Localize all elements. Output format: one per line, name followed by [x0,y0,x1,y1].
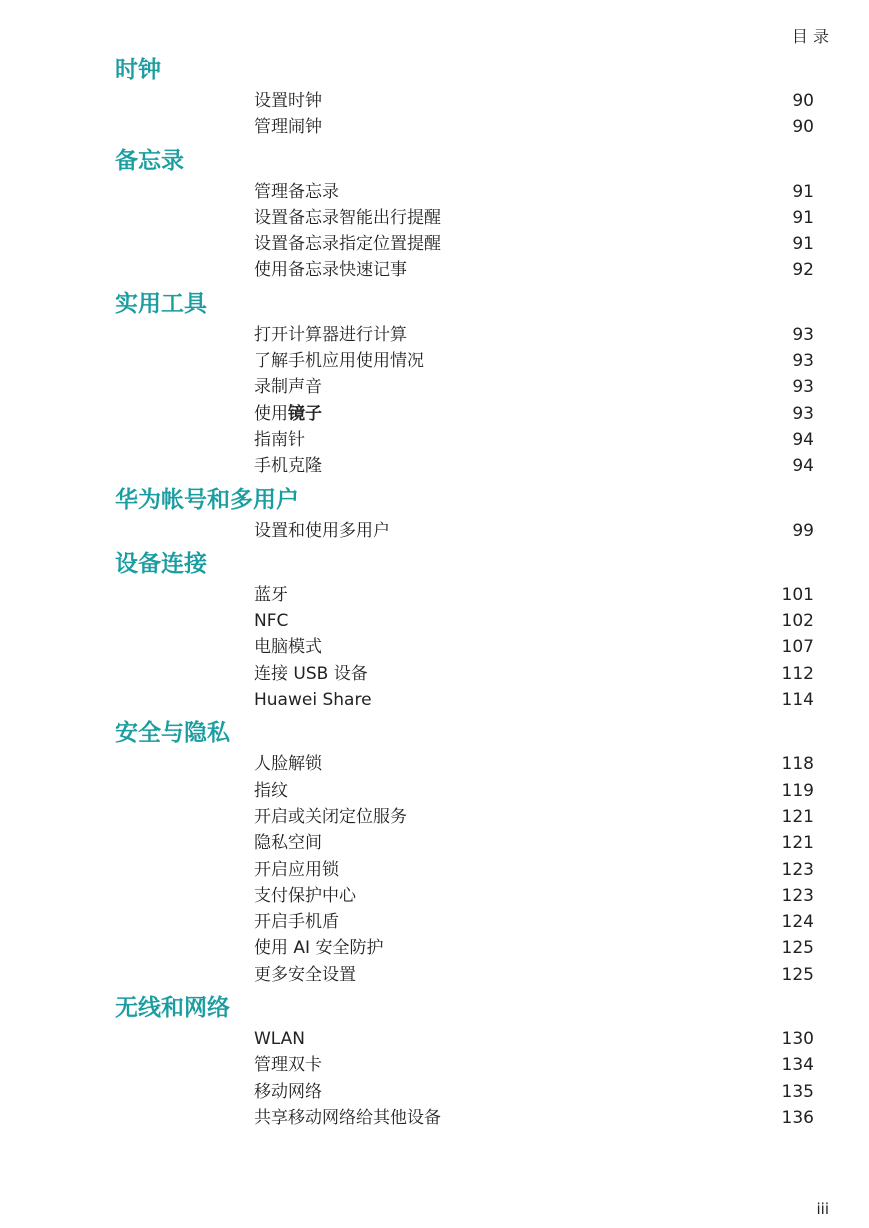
entry-page-number[interactable]: 93 [792,377,814,398]
toc-entry[interactable] [0,348,869,374]
toc-entry[interactable] [0,453,869,479]
footer-page-number: iii [816,1200,829,1218]
entry-page-number[interactable]: 90 [792,91,814,111]
toc-section [0,143,869,284]
entry-title[interactable]: 开启应用锁 [254,859,339,880]
page-header-title: 目 录 [791,27,829,46]
entry-page-number[interactable]: 118 [781,754,814,775]
toc-entry[interactable] [0,687,869,713]
table-of-contents [0,52,869,1133]
entry-page-number[interactable]: 121 [781,833,814,854]
section-title[interactable]: 时钟 [115,57,161,83]
entry-title-bold: 镜子 [288,403,322,424]
entry-title[interactable]: 共享移动网络给其他设备 [254,1107,441,1128]
entry-title[interactable]: 开启或关闭定位服务 [254,806,407,827]
entry-title[interactable]: 管理双卡 [254,1055,322,1076]
entry-title[interactable]: 更多安全设置 [254,964,356,985]
entry-title[interactable]: 打开计算器进行计算 [254,324,407,345]
entry-title[interactable]: 指纹 [254,780,288,801]
toc-section [0,990,869,1131]
entry-page-number[interactable]: 94 [792,429,814,450]
section-title[interactable]: 实用工具 [115,290,207,317]
toc-entry[interactable] [0,778,869,804]
entry-page-number[interactable]: 114 [781,690,814,711]
section-title[interactable]: 无线和网络 [115,995,230,1022]
section-title[interactable]: 安全与隐私 [115,720,230,747]
entry-page-number[interactable]: 101 [781,584,814,605]
toc-entry[interactable] [0,322,869,348]
toc-entry[interactable] [0,1079,869,1105]
entry-page-number[interactable]: 90 [792,117,814,138]
entry-title[interactable]: NFC [254,611,289,632]
toc-entry[interactable] [0,830,869,856]
toc-entry[interactable] [0,88,869,114]
entry-page-number[interactable]: 134 [781,1055,814,1076]
entry-title[interactable]: 隐私空间 [254,833,322,854]
entry-page-number[interactable]: 107 [781,637,814,658]
toc-entry[interactable] [0,751,869,777]
entry-title[interactable]: 指南针 [254,429,305,450]
entry-page-number[interactable]: 99 [792,520,814,541]
entry-page-number[interactable]: 124 [781,912,814,933]
entry-title[interactable] [254,401,322,427]
toc-entry[interactable] [0,374,869,400]
entry-page-number[interactable]: 136 [781,1107,814,1128]
toc-entry[interactable] [0,962,869,988]
entry-title[interactable]: 管理闹钟 [254,117,322,138]
entry-page-number[interactable]: 125 [781,964,814,985]
entry-title[interactable]: 管理备忘录 [254,181,339,202]
toc-entry[interactable] [0,909,869,935]
entry-title[interactable]: 手机克隆 [254,456,322,477]
entry-title[interactable]: 录制声音 [254,377,322,398]
entry-title[interactable]: WLAN [254,1029,306,1050]
entry-page-number[interactable]: 94 [792,456,814,477]
toc-entry[interactable] [0,883,869,909]
toc-entry[interactable] [0,935,869,961]
toc-section [0,52,869,141]
section-title[interactable]: 华为帐号和多用户 [115,486,299,513]
entry-page-number[interactable]: 93 [792,324,814,345]
entry-page-number[interactable]: 123 [781,885,814,906]
toc-entry[interactable] [0,114,869,140]
entry-title[interactable]: 开启手机盾 [254,912,339,933]
toc-section [0,546,869,713]
entry-page-number[interactable]: 91 [792,234,814,255]
entry-title[interactable]: 人脸解锁 [254,754,322,775]
toc-entry[interactable] [0,1026,869,1052]
entry-title[interactable]: 使用 AI 安全防护 [254,938,384,959]
section-title[interactable]: 备忘录 [115,147,184,174]
entry-title[interactable]: 使用备忘录快速记事 [254,260,407,281]
entry-title[interactable]: 移动网络 [254,1081,322,1102]
entry-page-number[interactable]: 93 [792,351,814,372]
entry-page-number[interactable]: 102 [781,611,814,632]
toc-entry[interactable] [0,634,869,660]
toc-section [0,286,869,480]
toc-entry[interactable] [0,857,869,883]
section-title[interactable]: 设备连接 [115,550,207,577]
entry-title[interactable]: 连接 USB 设备 [254,663,368,684]
entry-page-number[interactable]: 93 [792,403,814,424]
entry-page-number[interactable]: 119 [781,780,814,801]
toc-entry[interactable] [0,1052,869,1078]
toc-entry[interactable] [0,518,869,544]
entry-title[interactable]: 设置时钟 [254,91,322,111]
entry-page-number[interactable]: 130 [781,1029,814,1050]
toc-entry[interactable] [0,257,869,283]
toc-section [0,715,869,988]
toc-entry[interactable] [0,1105,869,1131]
entry-title-prefix: 使用 [254,403,288,424]
toc-entry[interactable] [0,608,869,634]
entry-page-number[interactable]: 135 [781,1081,814,1102]
entry-page-number[interactable]: 91 [792,207,814,228]
toc-entry[interactable] [0,804,869,830]
entry-page-number[interactable]: 121 [781,806,814,827]
entry-title[interactable]: Huawei Share [254,690,372,711]
toc-entry[interactable] [0,205,869,231]
toc-entry[interactable] [0,401,869,427]
entry-title[interactable]: 电脑模式 [254,637,322,658]
entry-page-number[interactable]: 112 [781,663,814,684]
toc-entry[interactable] [0,661,869,687]
toc-entry[interactable] [0,582,869,608]
entry-title[interactable]: 设置备忘录指定位置提醒 [254,234,441,255]
toc-entry[interactable] [0,427,869,453]
toc-entry[interactable] [0,179,869,205]
entry-page-number[interactable]: 92 [792,260,814,281]
entry-title[interactable]: 蓝牙 [254,584,288,605]
entry-title[interactable]: 了解手机应用使用情况 [254,351,424,372]
entry-page-number[interactable]: 123 [781,859,814,880]
entry-title[interactable]: 设置和使用多用户 [254,520,390,541]
entry-title[interactable]: 支付保护中心 [254,885,356,906]
toc-section [0,482,869,544]
toc-entry[interactable] [0,231,869,257]
entry-page-number[interactable]: 91 [792,181,814,202]
entry-title[interactable]: 设置备忘录智能出行提醒 [254,207,441,228]
entry-page-number[interactable]: 125 [781,938,814,959]
